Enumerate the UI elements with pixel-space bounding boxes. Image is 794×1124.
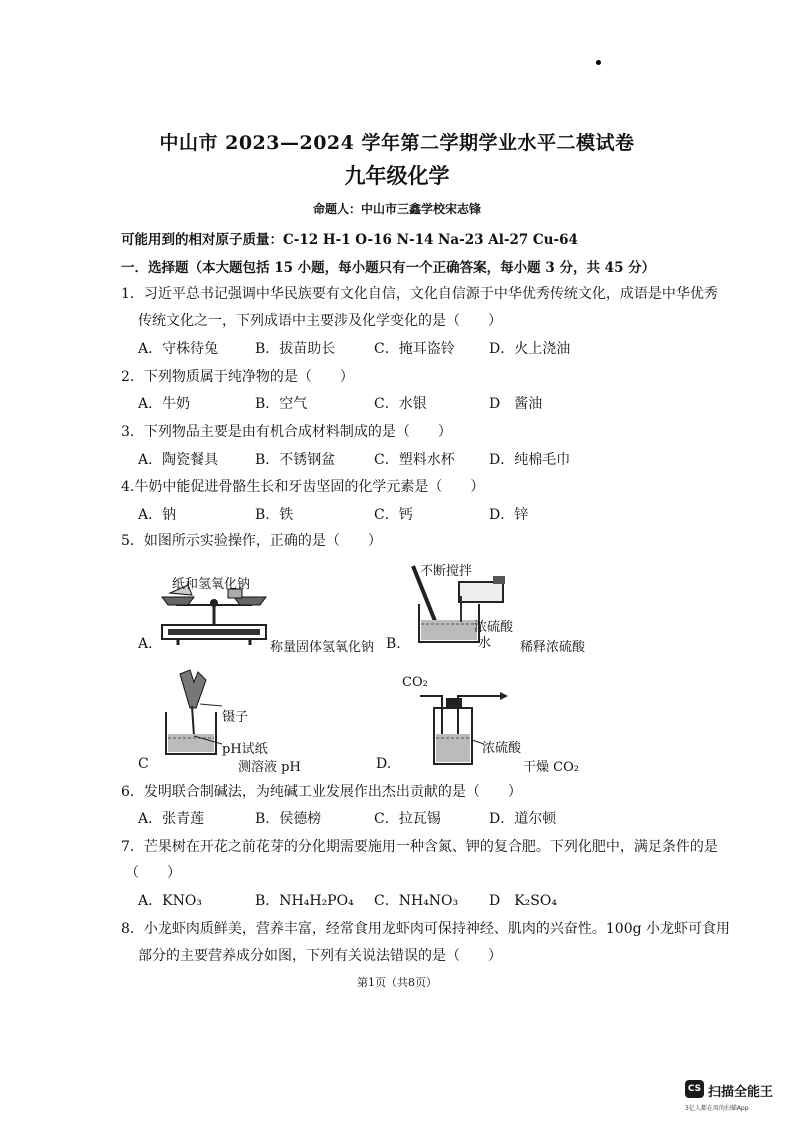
q4-option-c: C．钙 xyxy=(374,507,413,523)
q2-option-d: D 酱油 xyxy=(489,396,543,412)
figure-gas-drying xyxy=(420,690,510,770)
question-5: 5．如图所示实验操作，正确的是（ ） xyxy=(121,533,382,549)
q2-option-c: C．水银 xyxy=(374,396,427,412)
q2-option-a: A．牛奶 xyxy=(138,396,191,412)
fig-c-caption: 测溶液 pH xyxy=(238,760,301,775)
watermark-name: 扫描全能王 xyxy=(708,1085,774,1100)
q6-option-c: C．拉瓦锡 xyxy=(374,811,441,827)
question-8-line1: 8．小龙虾肉质鲜美，营养丰富，经常食用龙虾肉可保持神经、肌肉的兴奋性。100g 小龙虾可食用 xyxy=(121,921,731,937)
fig-a-caption: 称量固体氢氧化钠 xyxy=(270,640,375,655)
exam-title: 中山市 2023—2024 学年第二学期学业水平二模试卷 xyxy=(159,132,635,154)
question-4: 4.牛奶中能促进骨骼生长和牙齿坚固的化学元素是（ ） xyxy=(121,479,485,495)
q7-option-b: B．NH₄H₂PO₄ xyxy=(255,893,354,909)
fig-d-label-gas: CO₂ xyxy=(402,675,428,690)
q1-option-b: B．拔苗助长 xyxy=(255,341,336,357)
question-6: 6．发明联合制碱法，为纯碱工业发展作出杰出贡献的是（ ） xyxy=(121,784,522,800)
question-7-line2: （ ） xyxy=(125,865,181,881)
q3-option-d: D．纯棉毛巾 xyxy=(489,452,571,468)
q7-option-d: D K₂SO₄ xyxy=(489,893,557,909)
q4-option-a: A．钠 xyxy=(138,507,177,523)
page-footer: 第1页（共8页） xyxy=(357,976,437,989)
q1-option-a: A．守株待兔 xyxy=(138,341,219,357)
exam-subtitle: 九年级化学 xyxy=(344,163,450,188)
q3-option-c: C．塑料水杯 xyxy=(374,452,455,468)
atomic-masses: 可能用到的相对原子质量：C-12 H-1 O-16 N-14 Na-23 Al-27 Cu-64 xyxy=(121,232,578,248)
fig-b-label-top: 不断搅拌 xyxy=(420,564,473,579)
fig-b-letter: B. xyxy=(386,636,401,652)
scan-speck xyxy=(596,60,601,65)
question-1-line2: 传统文化之一，下列成语中主要涉及化学变化的是（ ） xyxy=(138,313,502,329)
q6-option-a: A．张青莲 xyxy=(138,811,205,827)
question-2: 2．下列物质属于纯净物的是（ ） xyxy=(121,369,354,385)
question-3: 3．下列物品主要是由有机合成材料制成的是（ ） xyxy=(121,424,452,440)
q2-option-b: B．空气 xyxy=(255,396,308,412)
exam-author: 命题人：中山市三鑫学校宋志锋 xyxy=(312,202,481,216)
q6-option-b: B．侯德榜 xyxy=(255,811,322,827)
q6-option-d: D．道尔顿 xyxy=(489,811,557,827)
camscanner-logo-icon: CS xyxy=(685,1080,704,1098)
fig-c-label-paper: pH试纸 xyxy=(222,742,268,757)
fig-c-letter: C xyxy=(138,756,149,772)
fig-a-letter: A. xyxy=(138,636,153,652)
q3-option-a: A．陶瓷餐具 xyxy=(138,452,219,468)
q4-option-b: B．铁 xyxy=(255,507,294,523)
fig-a-label-top: 纸和氢氧化钠 xyxy=(172,577,251,592)
fig-c-label-tweezers: 镊子 xyxy=(222,710,249,725)
fig-d-label-acid: 浓硫酸 xyxy=(482,741,522,756)
q7-option-c: C．NH₄NO₃ xyxy=(374,893,459,909)
section-heading: 一．选择题（本大题包括 15 小题，每小题只有一个正确答案，每小题 3 分，共 45 分） xyxy=(121,260,656,276)
q1-option-c: C．掩耳盗铃 xyxy=(374,341,455,357)
question-7-line1: 7．芒果树在开花之前花芽的分化期需要施用一种含氮、钾的复合肥。下列化肥中，满足条件的是 xyxy=(121,839,718,855)
fig-b-caption: 稀释浓硫酸 xyxy=(520,640,586,655)
watermark-subtitle: 3亿人都在用的扫描App xyxy=(685,1105,749,1112)
q4-option-d: D．锌 xyxy=(489,507,529,523)
fig-d-letter: D. xyxy=(376,756,392,772)
q7-option-a: A．KNO₃ xyxy=(138,893,202,909)
question-1-line1: 1．习近平总书记强调中华民族要有文化自信，文化自信源于中华优秀传统文化，成语是中华优秀 xyxy=(121,286,718,302)
q3-option-b: B．不锈钢盆 xyxy=(255,452,336,468)
q1-option-d: D．火上浇油 xyxy=(489,341,571,357)
fig-b-label-water: 水 xyxy=(478,636,492,651)
fig-d-caption: 干燥 CO₂ xyxy=(523,760,579,775)
fig-b-label-acid: 浓硫酸 xyxy=(474,620,514,635)
question-8-line2: 部分的主要营养成分如图，下列有关说法错误的是（ ） xyxy=(138,948,502,964)
